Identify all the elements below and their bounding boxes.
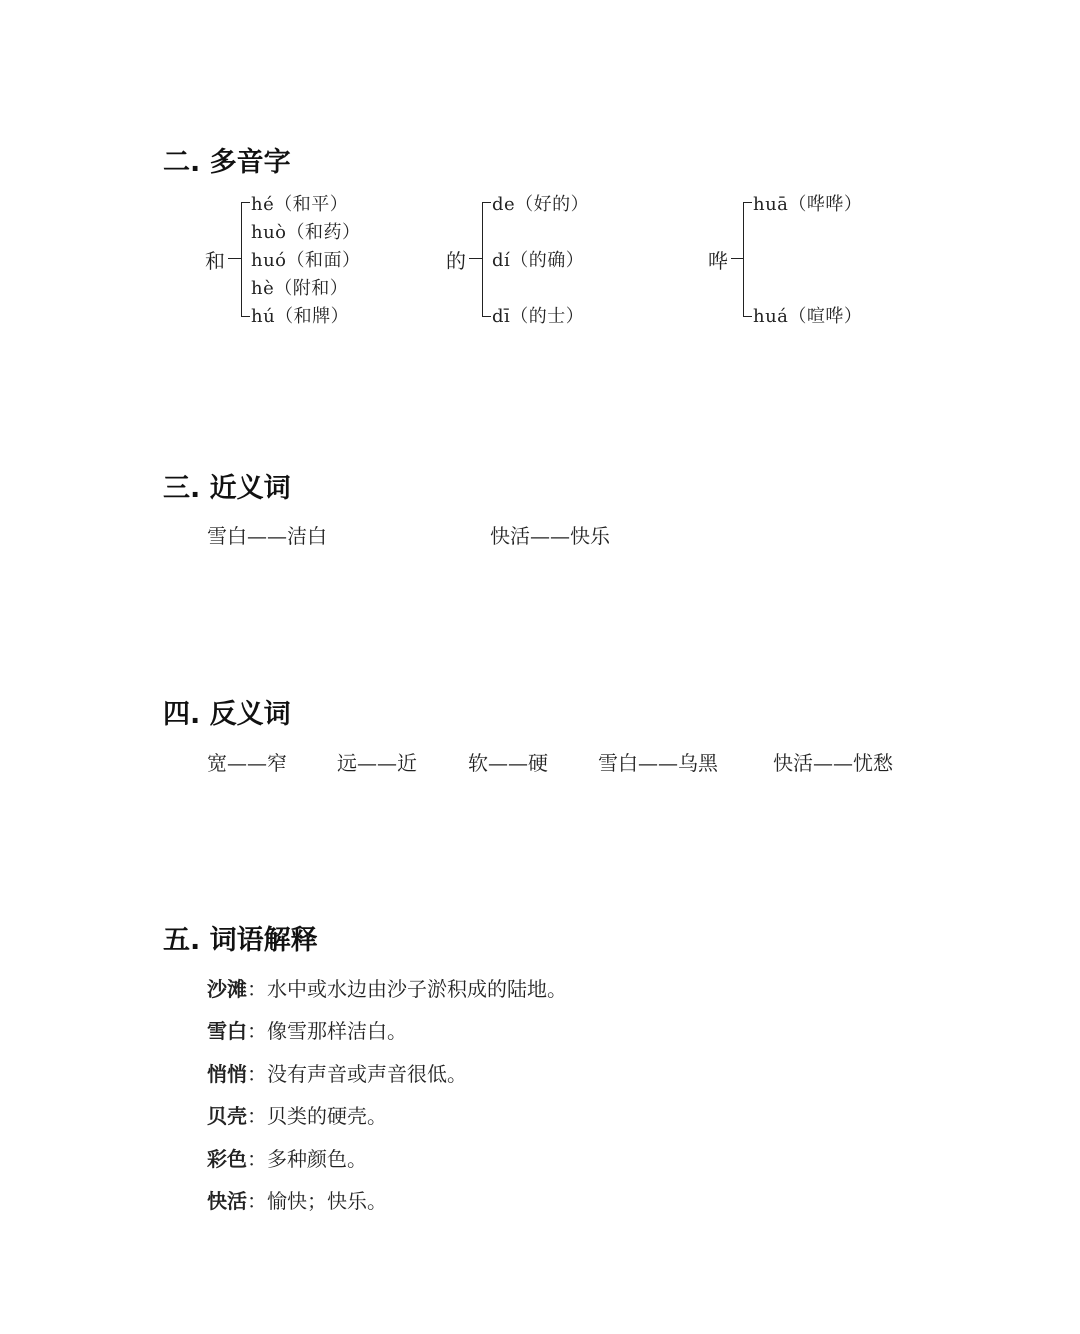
definition-term: 快活 (207, 1189, 247, 1213)
definition-meaning: 愉快；快乐。 (267, 1189, 387, 1213)
antonym-pair: 远——近 (337, 751, 417, 775)
section-heading-synonyms: 三. 近义词 (163, 473, 291, 504)
bracket (241, 202, 250, 317)
definition-meaning: 贝类的硬壳。 (267, 1104, 387, 1128)
antonym-pair: 雪白——乌黑 (598, 751, 718, 775)
definition-meaning: 水中或水边由沙子淤积成的陆地。 (267, 977, 567, 1001)
reading-item: hé（和平） (251, 194, 349, 215)
section-heading-antonyms: 四. 反义词 (163, 699, 291, 730)
definition-meaning: 没有声音或声音很低。 (267, 1062, 467, 1086)
definition-meaning: 像雪那样洁白。 (267, 1019, 407, 1043)
poly-char: 的 (446, 249, 466, 273)
definition-separator: ： (247, 1019, 267, 1043)
definition-separator: ： (247, 1147, 267, 1171)
definition-term: 悄悄 (207, 1062, 247, 1086)
definition-term: 沙滩 (207, 977, 247, 1001)
definition-item (207, 1143, 367, 1172)
definition-term: 彩色 (207, 1147, 247, 1171)
reading-item: dī（的士） (492, 306, 585, 327)
definition-item (207, 1015, 407, 1044)
reading-item: huā（哗哗） (753, 194, 863, 215)
antonym-pair: 宽——窄 (207, 751, 287, 775)
antonym-pair: 软——硬 (468, 751, 548, 775)
definition-term: 雪白 (207, 1019, 247, 1043)
poly-char: 哗 (708, 249, 728, 273)
synonym-pair: 快活——快乐 (490, 524, 610, 548)
definition-item (207, 1058, 467, 1087)
bracket (743, 202, 752, 317)
antonym-pair: 快活——忧愁 (773, 751, 893, 775)
reading-item: hú（和牌） (251, 306, 350, 327)
definition-item (207, 1100, 387, 1129)
synonym-pair: 雪白——洁白 (207, 524, 327, 548)
reading-item: de（好的） (492, 194, 590, 215)
section-heading-definitions: 五. 词语解释 (163, 925, 318, 956)
reading-item: hè（附和） (251, 278, 349, 299)
definition-item (207, 973, 567, 1002)
definition-item (207, 1185, 387, 1214)
bracket-stub (469, 258, 483, 259)
poly-char: 和 (205, 249, 225, 273)
definition-separator: ： (247, 1062, 267, 1086)
definition-term: 贝壳 (207, 1104, 247, 1128)
reading-item: huó（和面） (251, 250, 361, 271)
definition-meaning: 多种颜色。 (267, 1147, 367, 1171)
reading-item: huò（和药） (251, 222, 361, 243)
definition-separator: ： (247, 1189, 267, 1213)
bracket (482, 202, 491, 317)
reading-item: huá（喧哗） (753, 306, 863, 327)
reading-item: dí（的确） (492, 250, 585, 271)
bracket-stub (228, 258, 242, 259)
definition-separator: ： (247, 977, 267, 1001)
definition-separator: ： (247, 1104, 267, 1128)
section-heading-polyphonic: 二. 多音字 (163, 147, 291, 178)
